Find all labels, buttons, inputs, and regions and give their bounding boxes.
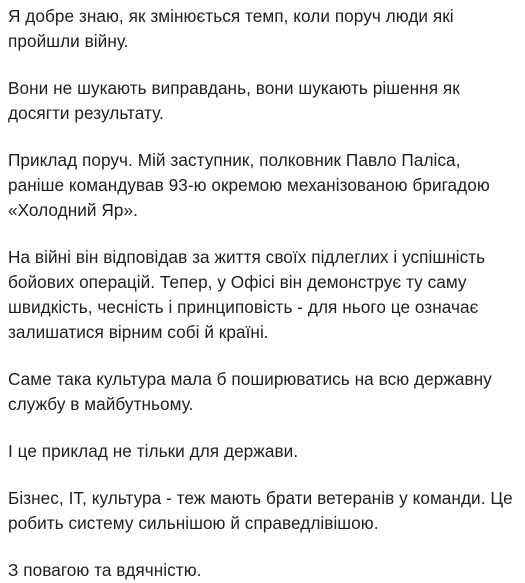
paragraph-8: З повагою та вдячністю. [8, 560, 202, 580]
paragraph-7: Бізнес, IT, культура - теж мають брати ветеранів у команди. Це робить систему сильнішою й справедлівішою. [8, 488, 513, 533]
paragraph-5: Саме така культура мала б поширюватись на всю державну службу в майбутньому. [8, 369, 492, 414]
paragraph-2: Вони не шукають виправдань, вони шукають рішення як досягти результату. [8, 78, 460, 123]
paragraph-6: І це приклад не тільки для держави. [8, 441, 299, 461]
paragraph-3: Приклад поруч. Мій заступник, полковник Павло Паліса, раніше командував 93-ю окремою механізованою бригадою «Холодний Яр». [8, 150, 490, 220]
paragraph-4: На війні він відповідав за життя своїх підлеглих і успішність бойових операцій. Тепер, у Офісі він демонструє ту саму швидкість, чесність і принциповість - для нього це означає залишатися вірним собі й країні. [8, 247, 486, 342]
paragraph-1: Я добре знаю, як змінюється темп, коли поруч люди які пройшли війну. [8, 6, 454, 51]
